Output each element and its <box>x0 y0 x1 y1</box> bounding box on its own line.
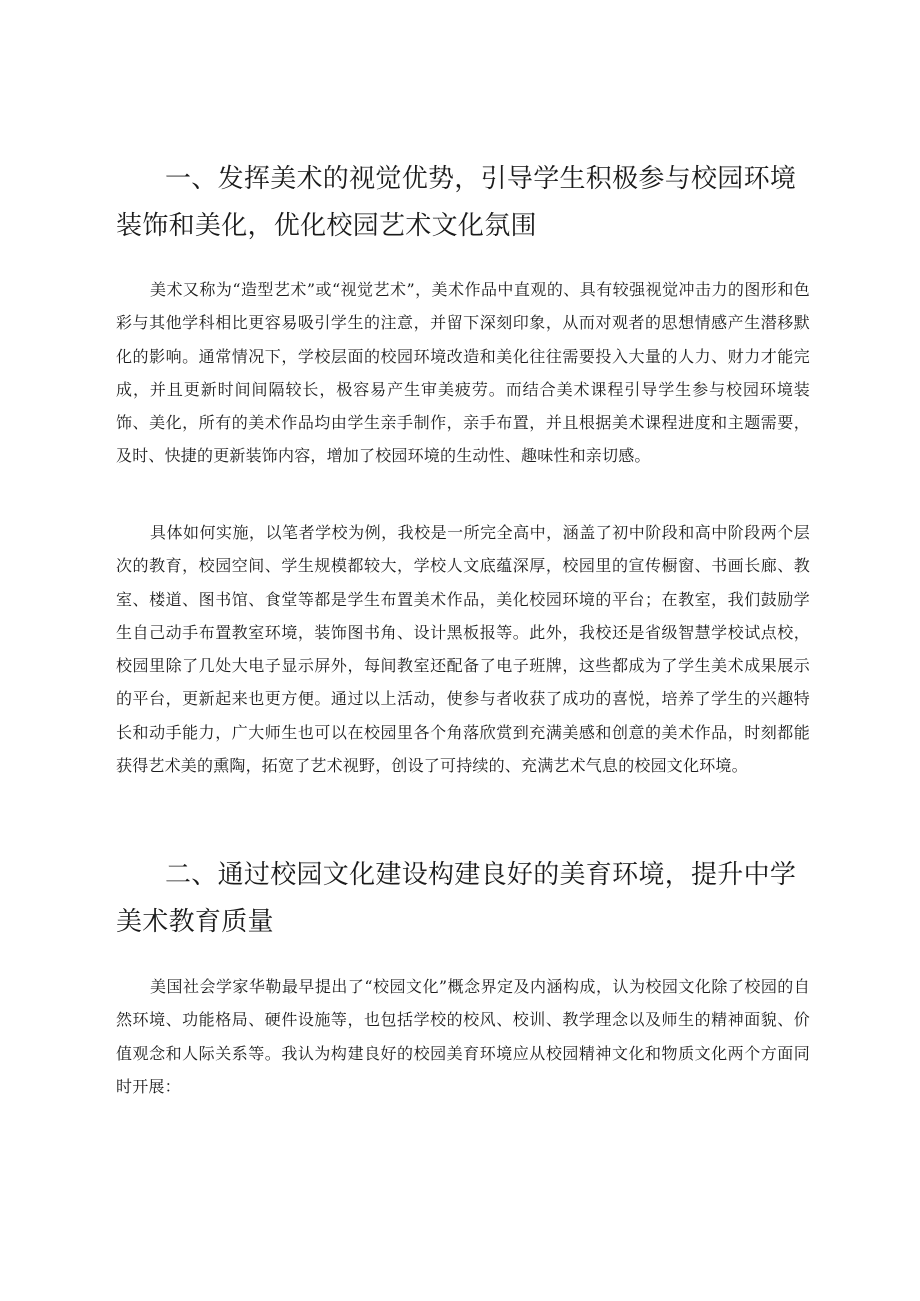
section-2-paragraph-1: 美国社会学家华勒最早提出了“校园文化”概念界定及内涵构成，认为校园文化除了校园的自然环境、功能格局、硬件设施等，也包括学校的校风、校训、教学理念以及师生的精神面貌、价值观念和人际关系等。我认为构建良好的校园美育环境应从校园精神文化和物质文化两个方面同时开展： <box>116 977 810 1096</box>
section-1-paragraph-1: 美术又称为“造型艺术”或“视觉艺术”，美术作品中直观的、具有较强视觉冲击力的图形和色彩与其他学科相比更容易吸引学生的注意，并留下深刻印象，从而对观者的思想情感产生潜移默化的影响。通常情况下，学校层面的校园环境改造和美化往往需要投入大量的人力、财力才能完成，并且更新时间间隔较长，极容易产生审美疲劳。而结合美术课程引导学生参与校园环境装饰、美化，所有的美术作品均由学生亲手制作，亲手布置，并且根据美术课程进度和主题需要，及时、快捷的更新装饰内容，增加了校园环境的生动性、趣味性和亲切感。 <box>116 280 810 466</box>
section-1-paragraph-2: 具体如何实施，以笔者学校为例，我校是一所完全高中，涵盖了初中阶段和高中阶段两个层次的教育，校园空间、学生规模都较大，学校人文底蕴深厚，校园里的宣传橱窗、书画长廊、教室、楼道、图书馆、食堂等都是学生布置美术作品，美化校园环境的平台；在教室，我们鼓励学生自己动手布置教室环境，装饰图书角、设计黑板报等。此外，我校还是省级智慧学校试点校，校园里除了几处大电子显示屏外，每间教室还配备了电子班牌，这些都成为了学生美术成果展示的平台，更新起来也更方便。通过以上活动，使参与者收获了成功的喜悦，培养了学生的兴趣特长和动手能力，广大师生也可以在校园里各个角落欣赏到充满美感和创意的美术作品，时刻都能获得艺术美的熏陶，拓宽了艺术视野，创设了可持续的、充满艺术气息的校园文化环境。 <box>116 523 810 776</box>
section-heading-1: 一、发挥美术的视觉优势，引导学生积极参与校园环境装饰和美化，优化校园艺术文化氛围 <box>116 164 797 241</box>
section-heading-2: 二、通过校园文化建设构建良好的美育环境，提升中学美术教育质量 <box>116 860 797 937</box>
